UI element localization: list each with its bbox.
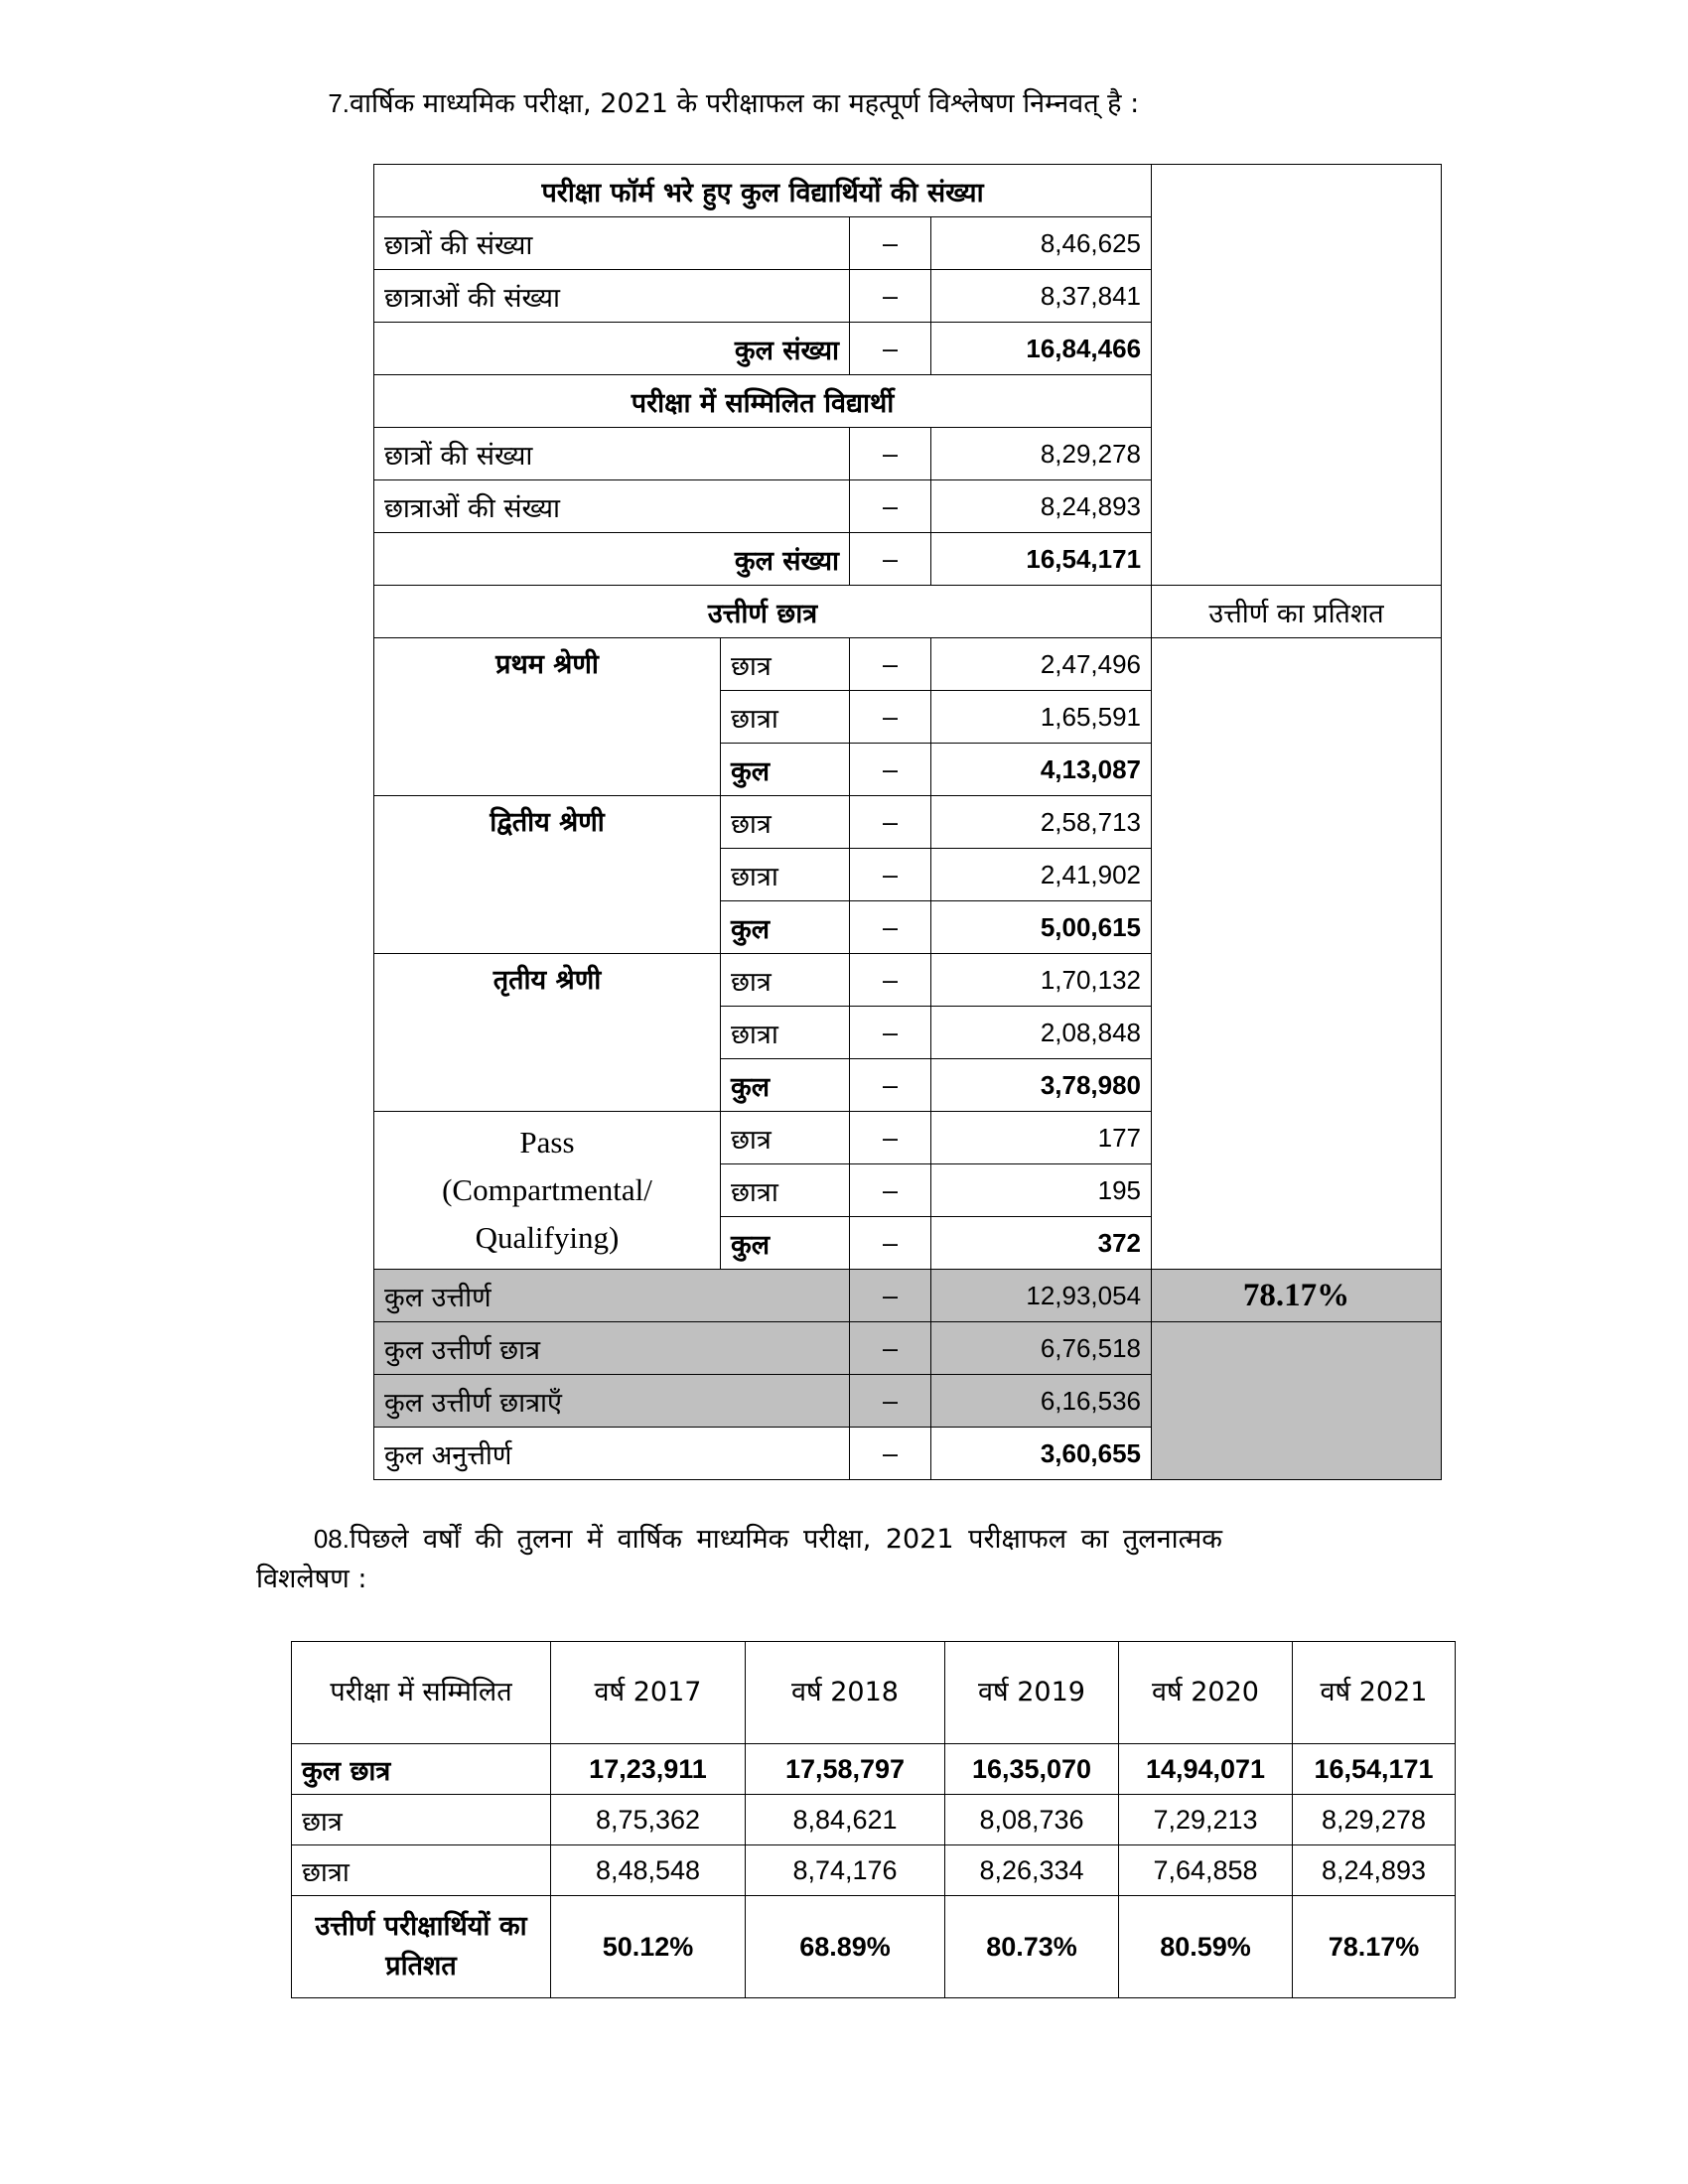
- dash: –: [850, 480, 931, 533]
- dash: –: [850, 1217, 931, 1270]
- percent-header: उत्तीर्ण का प्रतिशत: [1152, 586, 1442, 638]
- passed-girls-value: 6,16,536: [931, 1375, 1152, 1428]
- table-cell: 14,94,071: [1119, 1744, 1293, 1795]
- result-analysis-table: [373, 164, 1442, 1480]
- appeared-girls-value: 8,24,893: [931, 480, 1152, 533]
- dash: –: [850, 217, 931, 270]
- sub-label-total: कुल: [721, 901, 850, 954]
- section-8-title-2: विशलेषण :: [256, 1564, 367, 1594]
- table-cell: 80.73%: [945, 1896, 1119, 1998]
- sub-label-total: कुल: [721, 744, 850, 796]
- pass-line-2: (Compartmental/: [442, 1172, 652, 1207]
- table-row: [292, 1896, 1456, 1998]
- table-row: [292, 1845, 1456, 1896]
- row-label: छात्रा: [292, 1845, 551, 1896]
- registered-total-value: 16,84,466: [931, 323, 1152, 375]
- section-8-heading: [256, 1519, 1468, 1599]
- dash: –: [850, 691, 931, 744]
- dash: –: [850, 1375, 931, 1428]
- table-cell: 8,29,278: [1293, 1795, 1456, 1845]
- sub-label-boys: छात्र: [721, 954, 850, 1007]
- section-7-number: 7.: [328, 88, 350, 118]
- sub-label-girls: छात्रा: [721, 1164, 850, 1217]
- division-pass-total: 372: [931, 1217, 1152, 1270]
- sub-label-total: कुल: [721, 1217, 850, 1270]
- row-label: छात्र: [292, 1795, 551, 1845]
- dash: –: [850, 323, 931, 375]
- sub-label-boys: छात्र: [721, 1112, 850, 1164]
- year-header: वर्ष 2017: [551, 1642, 746, 1744]
- division-first-girls: 1,65,591: [931, 691, 1152, 744]
- section-8-line-1: [256, 1519, 1468, 1560]
- division-first-total: 4,13,087: [931, 744, 1152, 796]
- year-header: वर्ष 2021: [1293, 1642, 1456, 1744]
- division-third-total: 3,78,980: [931, 1059, 1152, 1112]
- dash: –: [850, 1270, 931, 1322]
- registered-total-label: कुल संख्या: [374, 323, 850, 375]
- year-header: वर्ष 2018: [746, 1642, 945, 1744]
- table-cell: 78.17%: [1293, 1896, 1456, 1998]
- table-cell: 50.12%: [551, 1896, 746, 1998]
- table-cell: 8,48,548: [551, 1845, 746, 1896]
- dash: –: [850, 533, 931, 586]
- passed-girls-label: कुल उत्तीर्ण छात्राएँ: [374, 1375, 850, 1428]
- sub-label-boys: छात्र: [721, 638, 850, 691]
- table-cell: 80.59%: [1119, 1896, 1293, 1998]
- appeared-total-value: 16,54,171: [931, 533, 1152, 586]
- row-label: कुल छात्र: [292, 1744, 551, 1795]
- passed-boys-label: कुल उत्तीर्ण छात्र: [374, 1322, 850, 1375]
- failed-label: कुल अनुत्तीर्ण: [374, 1428, 850, 1480]
- failed-value: 3,60,655: [931, 1428, 1152, 1480]
- table-cell: 17,23,911: [551, 1744, 746, 1795]
- division-second-girls: 2,41,902: [931, 849, 1152, 901]
- passed-boys-value: 6,76,518: [931, 1322, 1152, 1375]
- pass-percent: 78.17%: [1152, 1270, 1442, 1322]
- dash: –: [850, 638, 931, 691]
- blank-cell: [1152, 1322, 1442, 1480]
- registered-girls-value: 8,37,841: [931, 270, 1152, 323]
- sub-label-girls: छात्रा: [721, 691, 850, 744]
- row-label: उत्तीर्ण परीक्षार्थियों का प्रतिशत: [292, 1896, 551, 1998]
- table-cell: 17,58,797: [746, 1744, 945, 1795]
- corner-header: परीक्षा में सम्मिलित: [292, 1642, 551, 1744]
- division-pass-girls: 195: [931, 1164, 1152, 1217]
- table-row: [292, 1795, 1456, 1845]
- sub-label-boys: छात्र: [721, 796, 850, 849]
- section-7-heading: [256, 83, 1139, 124]
- sub-label-girls: छात्रा: [721, 849, 850, 901]
- section-7-title: वार्षिक माध्यमिक परीक्षा, 2021 के परीक्षाफल का महत्पूर्ण विश्लेषण निम्नवत् है :: [350, 88, 1140, 119]
- blank-cell: [1152, 638, 1442, 1270]
- dash: –: [850, 1059, 931, 1112]
- dash: –: [850, 1164, 931, 1217]
- table-cell: 8,74,176: [746, 1845, 945, 1896]
- blank-cell: [1152, 165, 1442, 586]
- dash: –: [850, 849, 931, 901]
- division-pass-compartmental: [374, 1112, 721, 1270]
- table-row: [292, 1744, 1456, 1795]
- registered-girls-label: छात्राओं की संख्या: [374, 270, 850, 323]
- appeared-girls-label: छात्राओं की संख्या: [374, 480, 850, 533]
- section-8-title-1: पिछले वर्षों की तुलना में वार्षिक माध्यमिक परीक्षा, 2021 परीक्षाफल का तुलनात्मक: [350, 1524, 1223, 1555]
- sub-label-total: कुल: [721, 1059, 850, 1112]
- table-cell: 8,75,362: [551, 1795, 746, 1845]
- dash: –: [850, 901, 931, 954]
- registered-boys-value: 8,46,625: [931, 217, 1152, 270]
- registered-boys-label: छात्रों की संख्या: [374, 217, 850, 270]
- pass-line-1: Pass: [519, 1125, 575, 1160]
- registered-header: परीक्षा फॉर्म भरे हुए कुल विद्यार्थियों की संख्या: [374, 165, 1152, 217]
- total-passed-value: 12,93,054: [931, 1270, 1152, 1322]
- dash: –: [850, 796, 931, 849]
- appeared-header: परीक्षा में सम्मिलित विद्यार्थी: [374, 375, 1152, 428]
- pass-line-3: Qualifying): [475, 1220, 620, 1255]
- sub-label-girls: छात्रा: [721, 1007, 850, 1059]
- dash: –: [850, 1428, 931, 1480]
- division-second: द्वितीय श्रेणी: [374, 796, 721, 954]
- table-cell: 8,08,736: [945, 1795, 1119, 1845]
- table-cell: 8,26,334: [945, 1845, 1119, 1896]
- year-header: वर्ष 2020: [1119, 1642, 1293, 1744]
- year-header: वर्ष 2019: [945, 1642, 1119, 1744]
- division-second-boys: 2,58,713: [931, 796, 1152, 849]
- dash: –: [850, 1112, 931, 1164]
- appeared-boys-value: 8,29,278: [931, 428, 1152, 480]
- dash: –: [850, 270, 931, 323]
- table-cell: 16,54,171: [1293, 1744, 1456, 1795]
- passed-header: उत्तीर्ण छात्र: [374, 586, 1152, 638]
- division-first-boys: 2,47,496: [931, 638, 1152, 691]
- section-8-number: 08.: [313, 1524, 350, 1554]
- dash: –: [850, 428, 931, 480]
- table-cell: 68.89%: [746, 1896, 945, 1998]
- total-passed-label: कुल उत्तीर्ण: [374, 1270, 850, 1322]
- appeared-total-label: कुल संख्या: [374, 533, 850, 586]
- dash: –: [850, 1007, 931, 1059]
- comparison-table: [291, 1641, 1456, 1998]
- division-second-total: 5,00,615: [931, 901, 1152, 954]
- dash: –: [850, 954, 931, 1007]
- appeared-boys-label: छात्रों की संख्या: [374, 428, 850, 480]
- division-third-girls: 2,08,848: [931, 1007, 1152, 1059]
- table-cell: 8,84,621: [746, 1795, 945, 1845]
- dash: –: [850, 744, 931, 796]
- table-cell: 16,35,070: [945, 1744, 1119, 1795]
- table-cell: 8,24,893: [1293, 1845, 1456, 1896]
- division-pass-boys: 177: [931, 1112, 1152, 1164]
- division-third: तृतीय श्रेणी: [374, 954, 721, 1112]
- dash: –: [850, 1322, 931, 1375]
- division-third-boys: 1,70,132: [931, 954, 1152, 1007]
- table-cell: 7,29,213: [1119, 1795, 1293, 1845]
- table-cell: 7,64,858: [1119, 1845, 1293, 1896]
- division-first: प्रथम श्रेणी: [374, 638, 721, 796]
